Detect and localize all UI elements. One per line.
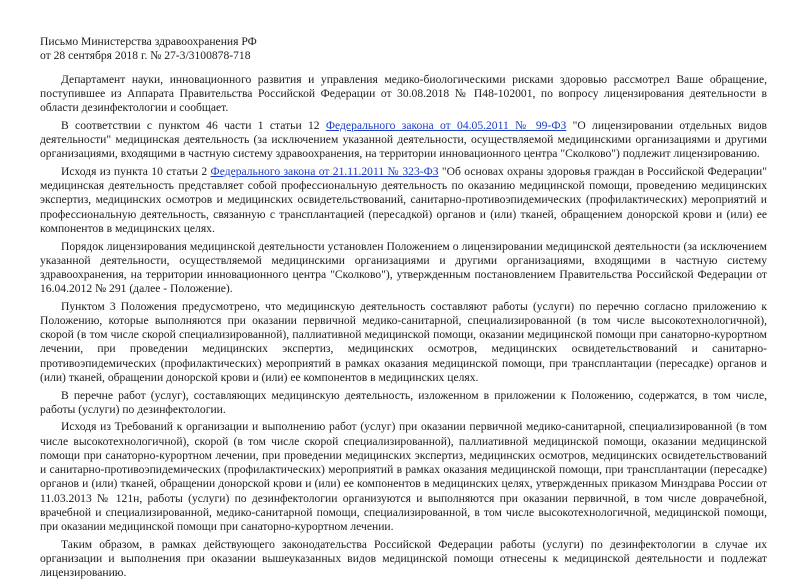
- paragraph-2-text-before: В соответствии с пунктом 46 части 1 статьи 12: [61, 118, 326, 132]
- paragraph-2: [40, 119, 767, 162]
- paragraph-6: В перечне работ (услуг), составляющих медицинскую деятельность, изложенном в приложении к Положению, содержатся, в том числе, работы (услуги) по дезинфектологии.: [40, 388, 767, 416]
- paragraph-3: [40, 165, 767, 236]
- paragraph-8: Таким образом, в рамках действующего законодательства Российской Федерации работы (услуги) по дезинфектологии в случае их организации и выполнения при оказании вышеуказанных видов медицинской помощи отнесены к медицинской деятельности и подлежат лицензированию.: [40, 537, 767, 580]
- paragraph-7: Исходя из Требований к организации и выполнению работ (услуг) при оказании первичной медико-санитарной, специализированной (в том числе высокотехнологичной), скорой (в том числе скорой специализированной), паллиативной медицинской помощи, оказании медицинской помощи при санаторно-курортном лечении, при проведении медицинских экспертиз, медицинских осмотров, медицинских освидетельствований и санитарно-противоэпидемических (профилактических) мероприятий в рамках оказания медицинской помощи, при трансплантации (пересадке) органов и (или) тканей, обращении донорской крови и (или) ее компонентов в медицинских целях, утвержденных приказом Минздрава России от 11.03.2013 № 121н, работы (услуги) по дезинфектологии организуются и выполняются при оказании первичной, в том числе доврачебной, врачебной и специализированной, медико-санитарной помощи, специализированной, в том числе высокотехнологичной, медицинской помощи, при оказании медицинской помощи при санаторно-курортном лечении.: [40, 420, 767, 533]
- paragraph-5: Пунктом 3 Положения предусмотрено, что медицинскую деятельность составляют работы (услуги) по перечню согласно приложению к Положению, которые выполняются при оказании первичной медико-санитарной, специализированной (в том числе высокотехнологичной), скорой (в том числе скорой специализированной), паллиативной медицинской помощи, оказании медицинской помощи при санаторно-курортном лечении, при проведении медицинских экспертиз, медицинских осмотров, медицинских освидетельствований и санитарно-противоэпидемических (профилактических) мероприятий в рамках оказания медицинской помощи, при трансплантации (пересадке) органов и (или) тканей, обращении донорской крови и (или) ее компонентов в медицинских целях.: [40, 299, 767, 384]
- paragraph-1: Департамент науки, инновационного развития и управления медико-биологическими рисками здоровью рассмотрел Ваше обращение, поступившее из Аппарата Правительства Российской Федерации от 30.08.2018 № П48-102001, по вопросу лицензирования деятельности в области дезинфектологии и сообщает.: [40, 72, 767, 115]
- federal-law-99-fz-link[interactable]: Федерального закона от 04.05.2011 № 99-ФЗ: [325, 118, 567, 132]
- federal-law-323-fz-link[interactable]: Федерального закона от 21.11.2011 № 323-ФЗ: [210, 165, 439, 179]
- letter-header: [40, 35, 767, 64]
- letter-date-number: от 28 сентября 2018 г. № 27-3/3100878-718: [40, 49, 251, 63]
- paragraph-4: Порядок лицензирования медицинской деятельности установлен Положением о лицензировании медицинской деятельности (за исключением указанной деятельности, осуществляемой медицинскими организациями и другими организациями, входящими в частную систему здравоохранения, на территории инновационного центра "Сколково"), утвержденным постановлением Правительства Российской Федерации от 16.04.2012 № 291 (далее - Положение).: [40, 239, 767, 296]
- paragraph-3-text-after: "Об основах охраны здоровья граждан в Российской Федерации" медицинская деятельность представляет собой профессиональную деятельность по оказанию медицинской помощи, проведению медицинских экспертиз, медицинских осмотров и медицинских освидетельствований, санитарно-противоэпидемических (профилактических) мероприятий и профессиональную деятельность, связанную с трансплантацией (пересадкой) органов и (или) тканей, обращением донорской крови и (или) ее компонентов в медицинских целях.: [40, 165, 767, 235]
- paragraph-2-text-after: "О лицензировании отдельных видов деятельности" медицинская деятельность (за исключением указанной деятельности, осуществляемой медицинскими организациями и другими организациями, входящими в частную систему здравоохранения, на территории инновационного центра "Сколково") подлежит лицензированию.: [40, 118, 767, 161]
- letter-title: Письмо Министерства здравоохранения РФ: [40, 35, 257, 48]
- paragraph-3-text-before: Исходя из пункта 10 статьи 2: [61, 165, 211, 179]
